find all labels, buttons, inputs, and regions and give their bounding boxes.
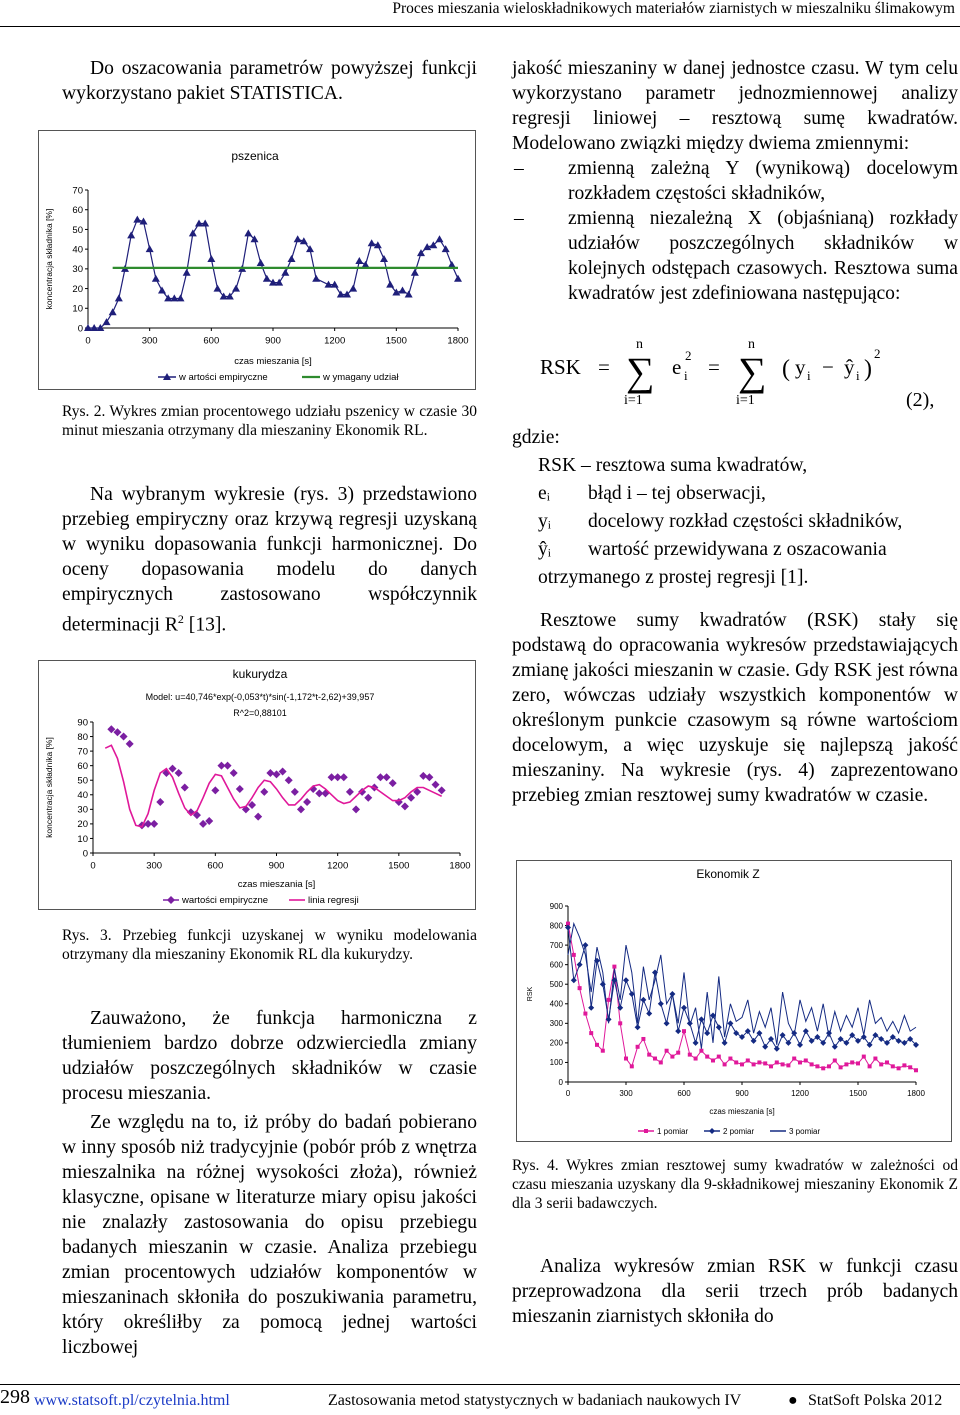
y-tick-label: 70 [72,185,83,197]
y-tick-label: 300 [549,1019,563,1029]
y-tick-label: 80 [77,731,88,743]
page-number: 298 [0,1386,30,1408]
eq-open-paren: ( [782,356,790,382]
y-tick-label: 100 [549,1058,563,1068]
x-tick-label: 0 [85,335,91,347]
right-top-text: jakość mieszaniny w danej jednostce czasu. W tym celu wykorzystano parametr jednozmiennowej analizy regresji liniowej – resztową sumę kwadratów. Modelowano związki między dwiema zmiennymi: [512,58,958,154]
data-point-s1 [618,1021,622,1025]
data-point-s1 [781,1062,785,1066]
y-tick-label: 10 [77,833,88,845]
x-tick-label: 1500 [849,1089,867,1098]
data-point-s1 [798,1060,802,1064]
data-point-s1 [636,1045,640,1049]
legend-label: w ymagany udział [323,372,399,383]
y-tick-label: 10 [72,303,83,315]
variables-list [512,156,958,306]
x-tick-label: 0 [565,1089,571,1098]
y-tick-label: 30 [72,264,83,276]
x-tick-label: 900 [735,1089,749,1098]
footer-conference: Zastosowania metod statystycznych w badaniach naukowych IV [328,1392,742,1409]
legend-label: w artości empiryczne [179,372,268,383]
data-point-s1 [659,1060,663,1064]
y-tick-label: 50 [77,775,88,787]
fig2-caption: Rys. 2. Wykres zmian procentowego udziału pszenicy w czasie 30 minut mieszania otrzymany dla mieszaniny Ekonomik RL. [62,403,477,439]
chart-kukurydza [38,660,476,910]
def-text: RSK – resztowa suma kwadratów, [538,455,808,476]
x-tick-label: 300 [619,1089,633,1098]
data-point-s1 [804,1058,808,1062]
y-tick-label: 700 [549,940,563,950]
def-row [512,452,958,480]
where-label: gdzie: [512,427,560,448]
right-bottom-paragraph [512,1254,958,1329]
chart-title: kukurydza [232,667,288,681]
eq-e: e [672,355,682,379]
chart-title: Ekonomik Z [696,867,760,881]
data-point-s1 [595,1043,599,1047]
data-point-s1 [746,1058,750,1062]
sampling-text: Ze względu na to, iż próby do badań pobierano w inny sposób niż tradycyjnie (pobór prób z wnętrza mieszalnika na różnej wysokości złoża), również klasyczne, opisane w literaturze miary opisu jakości nie znalazły zastosowania do opisu przebiegu badanych mieszanin w czasie. Analiza przebiegu zmian procentowych udziałów komponentów w mieszaninach skłoniła do poszukiwania parametru, który określiłby za pomocą jednej wartości liczbowej [62,1112,477,1358]
x-tick-label: 0 [90,860,96,872]
eq-y-sub: i [807,368,811,383]
def-text: błąd i – tej obserwacji, [588,483,766,504]
footer-url-link[interactable]: www.statsoft.pl/czytelnia.html [34,1392,230,1409]
eq-sum-bot-1: i=1 [624,393,643,408]
def-row [512,480,958,508]
list-item-text: zmienną niezależną X (objaśnianą) rozkłady udziałów poszczególnych składników w kolejnych odstępach czasowych. Resztowa suma kwadratów jest zdefiniowana następująco: [568,208,958,304]
legend-label: 1 pomiar [657,1127,689,1136]
data-point-s1 [728,1057,732,1061]
y-tick-label: 200 [549,1038,563,1048]
eq-minus: − [822,355,834,379]
y-tick-label: 60 [77,760,88,772]
y-tick-label: 500 [549,980,563,990]
figure-2 [38,130,476,390]
x-tick-label: 300 [146,860,163,872]
data-point-s1 [665,1049,669,1053]
eq-y: y [795,355,806,379]
x-tick-label: 1500 [385,335,407,347]
y-tick-label: 600 [549,960,563,970]
chart-r2-annotation: R^2=0,88101 [233,708,287,718]
y-tick-label: 20 [72,283,83,295]
eq-sigma-1: ∑ [626,349,655,394]
y-tick-label: 70 [77,746,88,758]
harmonic-text: Zauważono, że funkcja harmoniczna z tłumieniem bardzo dobrze odzwierciedla zmiany udziałów poszczególnych składników w czasie procesu mieszania. [62,1008,477,1104]
data-point-s1 [873,1057,877,1061]
x-tick-label: 1800 [447,335,469,347]
x-tick-label: 1800 [449,860,471,872]
x-tick-label: 900 [265,335,281,347]
data-point-s1 [612,965,616,969]
data-point-s1 [676,1051,680,1055]
rsk-text: Resztowe sumy kwadratów (RSK) stały się podstawą do opracowania wykresów przedstawiających zmianę jakości mieszanin w czasie. Gdy RSK jest równa zero, wówczas udziały wszystkich komponentów w określonym punkcie czasowym są równe wartościom docelowym, a więc uzyskuje się najlepszą jakość mieszaniny. Na wykresie (rys. 4) zaprezentowano przebieg zmian resztowej sumy kwadratów w czasie. [512,610,958,806]
data-point-s1 [885,1060,889,1064]
data-point-s1 [653,1057,657,1061]
data-point-s1 [908,1065,912,1069]
legend-swatch-marker [644,1129,648,1133]
list-item [512,156,958,206]
data-point-s1 [833,1058,837,1062]
header-rule [0,26,960,27]
fig3-intro-paragraph [62,482,477,638]
x-tick-label: 1200 [324,335,346,347]
y-tick-label: 0 [82,848,88,860]
footer-company: StatSoft Polska 2012 [808,1392,943,1409]
chart-model-formula: Model: u=40,746*exp(-0,053*t)*sin(-1,172*t-2,62)+39,957 [145,692,375,702]
intro-paragraph [62,56,477,106]
eq-sum-bot-2: i=1 [736,393,755,408]
data-point-s1 [752,1062,756,1066]
fig3-intro-text: Na wybranym wykresie (rys. 3) przedstawiono przebieg empiryczny oraz krzywą regresji uzyskaną w wyniku dopasowania funkcji harmonicznej. Do oceny dopasowania modelu do danych empirycznych zastosowano współczynnik determinacji R [62,484,477,636]
equation-svg [512,332,958,412]
r2-superscript: 2 [177,612,184,626]
data-point-s1 [694,1057,698,1061]
x-tick-label: 900 [268,860,285,872]
eq-sum-top-2: n [748,337,755,352]
x-tick-label: 600 [203,335,220,347]
data-point-s1 [601,1049,605,1053]
data-point-s1 [902,1063,906,1067]
legend-label: wartości empiryczne [182,895,269,906]
data-point-s1 [682,1029,686,1033]
x-tick-label: 300 [141,335,158,347]
y-tick-label: 40 [72,244,83,256]
data-point-s1 [583,1012,587,1016]
data-point-s1 [705,1055,709,1059]
definitions [512,424,958,592]
y-tick-label: 30 [77,804,88,816]
list-dash: – [514,158,524,179]
fig3-intro-end: [13]. [183,614,227,636]
data-point-s1 [589,1031,593,1035]
data-point-s1 [891,1064,895,1068]
eq-sum-top-1: n [636,337,643,352]
eq-close-paren: ) [864,356,872,382]
x-tick-label: 1200 [327,860,349,872]
chart-frame [39,131,476,390]
eq-equals-2: = [708,355,720,379]
data-point-s1 [868,1064,872,1068]
data-point-s1 [647,1053,651,1057]
chart-title: pszenica [231,149,279,163]
def-symbol: ŷᵢ [538,539,552,560]
y-axis-label: koncentracja składnika [%] [44,737,54,838]
harmonic-paragraph [62,1006,477,1360]
chart-frame [517,861,952,1142]
eq-sq-2: 2 [874,346,881,361]
data-point-s1 [821,1066,825,1070]
data-point-s1 [810,1062,814,1066]
data-point-s1 [856,1061,860,1065]
footer-dot: ● [788,1392,798,1409]
y-tick-label: 0 [558,1077,563,1087]
eq-number: (2), [906,389,935,411]
data-point-s1 [862,1055,866,1059]
x-tick-label: 1500 [388,860,410,872]
list-item-text: zmienną zależną Y (wynikową) docelowym rozkładem częstości składników, [568,158,958,204]
data-point-s1 [827,1064,831,1068]
def-symbol: yᵢ [538,511,552,532]
data-point-s1 [897,1066,901,1070]
eq-sigma-2: ∑ [738,349,767,394]
eq-equals: = [598,355,610,379]
fig3-caption: Rys. 3. Przebieg funkcji uzyskanej w wyniku modelowania otrzymany dla mieszaniny Ekonomik RL dla kukurydzy. [62,927,477,963]
eq-e-sq: 2 [685,348,692,363]
x-axis-label: czas mieszania [s] [237,879,316,890]
def-row [512,536,958,564]
intro-text: Do oszacowania parametrów powyższej funkcji wykorzystano pakiet STATISTICA. [62,58,477,104]
data-point-s1 [688,1053,692,1057]
def-text: docelowy rozkład częstości składników, [588,511,903,532]
data-point-s1 [879,1062,883,1066]
chart-ekonomik-z [516,860,952,1142]
legend-label: 2 pomiar [723,1127,755,1136]
data-point-s1 [914,1068,918,1072]
right-bottom-text: Analiza wykresów zmian RSK w funkcji czasu przeprowadzona dla serii trzech prób badanych mieszanin ziarnistych skłoniła do [512,1256,958,1327]
y-tick-label: 800 [549,921,563,931]
legend-label: 3 pomiar [789,1127,821,1136]
x-tick-label: 600 [207,860,224,872]
fig4-caption: Rys. 4. Wykres zmian resztowej sumy kwadratów w zależności od czasu mieszania uzyskany dla 9-składnikowej mieszaniny Ekonomik Z dla 3 serii badawczych. [512,1157,958,1212]
data-point-s1 [757,1060,761,1064]
data-point-s1 [786,1063,790,1067]
x-axis-label: czas mieszania [s] [234,356,312,367]
data-point-s1 [769,1064,773,1068]
data-point-s1 [641,1037,645,1041]
data-point-s1 [699,1049,703,1053]
data-point-s1 [850,1060,854,1064]
eq-e-sub: i [684,368,688,383]
x-tick-label: 600 [677,1089,691,1098]
figure-3 [38,660,476,910]
data-point-s1 [792,1057,796,1061]
data-point-s1 [572,953,576,957]
x-tick-label: 1800 [907,1089,925,1098]
data-point-s1 [578,986,582,990]
data-point-s1 [630,1064,634,1068]
data-point-s1 [717,1055,721,1059]
right-top-paragraph [512,56,958,306]
rsk-paragraph [512,608,958,808]
y-tick-label: 60 [72,205,83,217]
y-tick-label: 90 [77,717,88,729]
eq-yhat: ŷ [844,355,855,379]
data-point-s1 [763,1061,767,1065]
running-header: Proces mieszania wieloskładnikowych materiałów ziarnistych w mieszalniku ślimakowym [392,0,955,17]
x-axis-label: czas mieszania [s] [709,1107,775,1116]
eq-yhat-sub: i [856,368,860,383]
data-point-s1 [723,1062,727,1066]
x-tick-label: 1200 [791,1089,809,1098]
data-point-s1 [775,1060,779,1064]
y-tick-label: 40 [77,790,88,802]
def-symbol: eᵢ [538,483,550,504]
data-point-s1 [624,1057,628,1061]
data-point-s1 [844,1062,848,1066]
data-point-s1 [734,1060,738,1064]
def-text: wartość przewidywana z oszacowania [588,539,887,560]
y-axis-label: koncentracja składnika [%] [44,208,54,310]
y-axis-label: RSK [527,986,534,1002]
chart-pszenica [38,130,476,390]
data-point-s1 [815,1064,819,1068]
def-row [512,508,958,536]
list-dash: – [514,208,524,229]
y-tick-label: 400 [549,999,563,1009]
def-continuation: otrzymanego z prostej regresji [1]. [538,567,809,588]
y-tick-label: 20 [77,819,88,831]
data-point-s1 [711,1058,715,1062]
y-tick-label: 0 [77,323,83,335]
figure-4 [516,860,952,1142]
y-tick-label: 50 [72,224,83,236]
rsk-equation [512,332,958,412]
data-point-s1 [740,1062,744,1066]
eq-lhs: RSK [540,355,581,379]
data-point-s1 [670,1055,674,1059]
data-point-s1 [839,1065,843,1069]
list-item [512,206,958,306]
legend-label: linia regresji [308,895,359,906]
data-point-s1 [607,998,611,1002]
y-tick-label: 900 [549,901,563,911]
footer-rule [0,1384,960,1385]
